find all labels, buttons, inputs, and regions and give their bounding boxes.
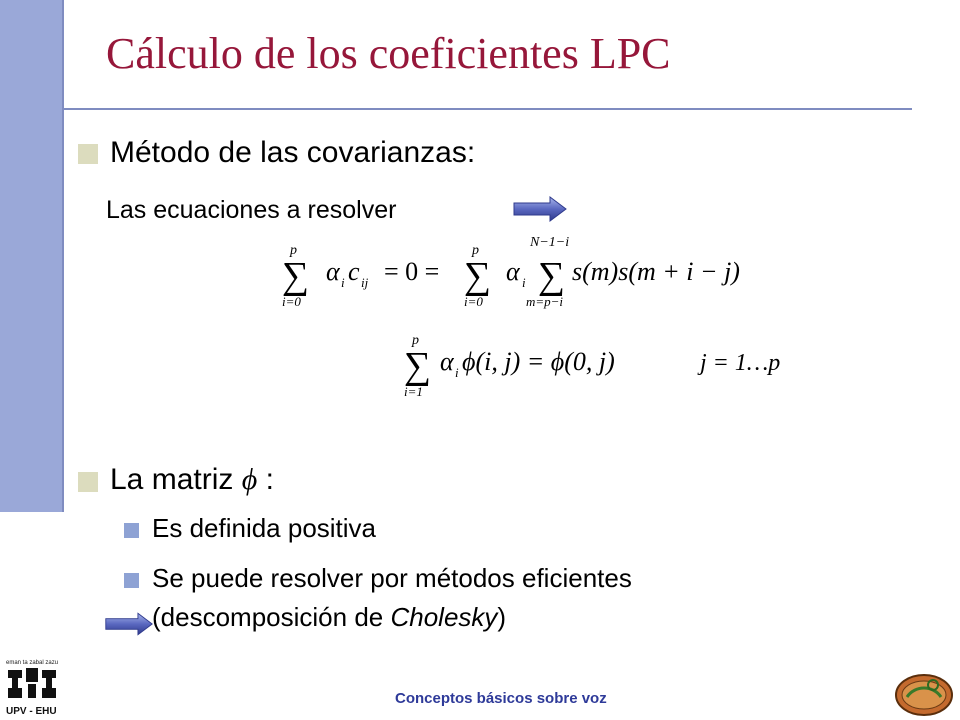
equation-covariance-sum bbox=[280, 232, 770, 312]
cholesky-name: Cholesky bbox=[390, 602, 498, 632]
svg-text:p: p bbox=[472, 243, 479, 258]
svg-text:∑: ∑ bbox=[282, 255, 310, 297]
bullet-phi-matrix bbox=[110, 463, 274, 497]
svg-text:i=0: i=0 bbox=[282, 294, 301, 309]
svg-text:j = 1…p: j = 1…p bbox=[700, 350, 781, 376]
svg-text:α: α bbox=[440, 347, 454, 376]
cholesky-suffix: ) bbox=[497, 602, 507, 632]
svg-text:i: i bbox=[522, 275, 526, 290]
equations-intro: Las ecuaciones a resolver bbox=[106, 196, 397, 224]
svg-text:i: i bbox=[341, 275, 345, 290]
svg-text:ij: ij bbox=[361, 275, 369, 290]
bullet-phi-prefix: La matriz bbox=[110, 463, 234, 496]
equation-phi-system bbox=[400, 326, 820, 402]
bullet-covariance-method: Método de las covarianzas: bbox=[110, 136, 476, 169]
bullet-phi-colon: : bbox=[265, 463, 274, 496]
svg-text:eman ta zabal zazu: eman ta zabal zazu bbox=[6, 660, 59, 666]
svg-text:= 0 =: = 0 = bbox=[384, 257, 440, 286]
svg-text:i: i bbox=[455, 365, 459, 380]
svg-text:UPV - EHU: UPV - EHU bbox=[6, 706, 57, 717]
svg-text:∑: ∑ bbox=[538, 255, 566, 297]
sub-bullet-cholesky bbox=[152, 602, 506, 633]
footer-text: Conceptos básicos sobre voz bbox=[395, 690, 607, 707]
svg-text:∑: ∑ bbox=[464, 255, 492, 297]
svg-text:s(m)s(m + i − j): s(m)s(m + i − j) bbox=[572, 257, 740, 286]
arrow-right-icon bbox=[512, 195, 568, 223]
svg-text:α: α bbox=[326, 257, 340, 286]
sub-bullet-marker bbox=[124, 523, 139, 538]
sub-bullet-efficient-methods: Se puede resolver por métodos eficientes bbox=[152, 563, 632, 593]
svg-text:ϕ(i, j) = ϕ(0, j): ϕ(i, j) = ϕ(0, j) bbox=[462, 347, 615, 376]
slide-title: Cálculo de los coeficientes LPC bbox=[106, 29, 671, 78]
bullet-marker bbox=[78, 144, 98, 164]
svg-text:p: p bbox=[412, 333, 419, 348]
title-divider bbox=[64, 108, 912, 110]
svg-text:c: c bbox=[348, 257, 360, 286]
bullet-marker bbox=[78, 472, 98, 492]
svg-text:p: p bbox=[290, 243, 297, 258]
svg-text:m=p−i: m=p−i bbox=[526, 294, 564, 309]
svg-text:N−1−i: N−1−i bbox=[530, 235, 570, 250]
arrow-right-icon bbox=[104, 611, 154, 637]
phi-symbol: ϕ bbox=[241, 463, 258, 496]
svg-text:α: α bbox=[506, 257, 520, 286]
emblem-logo bbox=[893, 671, 955, 717]
svg-text:i=1: i=1 bbox=[404, 384, 423, 399]
sub-bullet-positive-definite: Es definida positiva bbox=[152, 513, 377, 543]
svg-text:i=0: i=0 bbox=[464, 294, 483, 309]
left-accent-bar bbox=[0, 0, 64, 512]
cholesky-prefix: (descomposición de bbox=[152, 602, 391, 632]
sub-bullet-marker bbox=[124, 573, 139, 588]
svg-text:∑: ∑ bbox=[404, 345, 432, 387]
upv-ehu-logo bbox=[4, 656, 64, 718]
